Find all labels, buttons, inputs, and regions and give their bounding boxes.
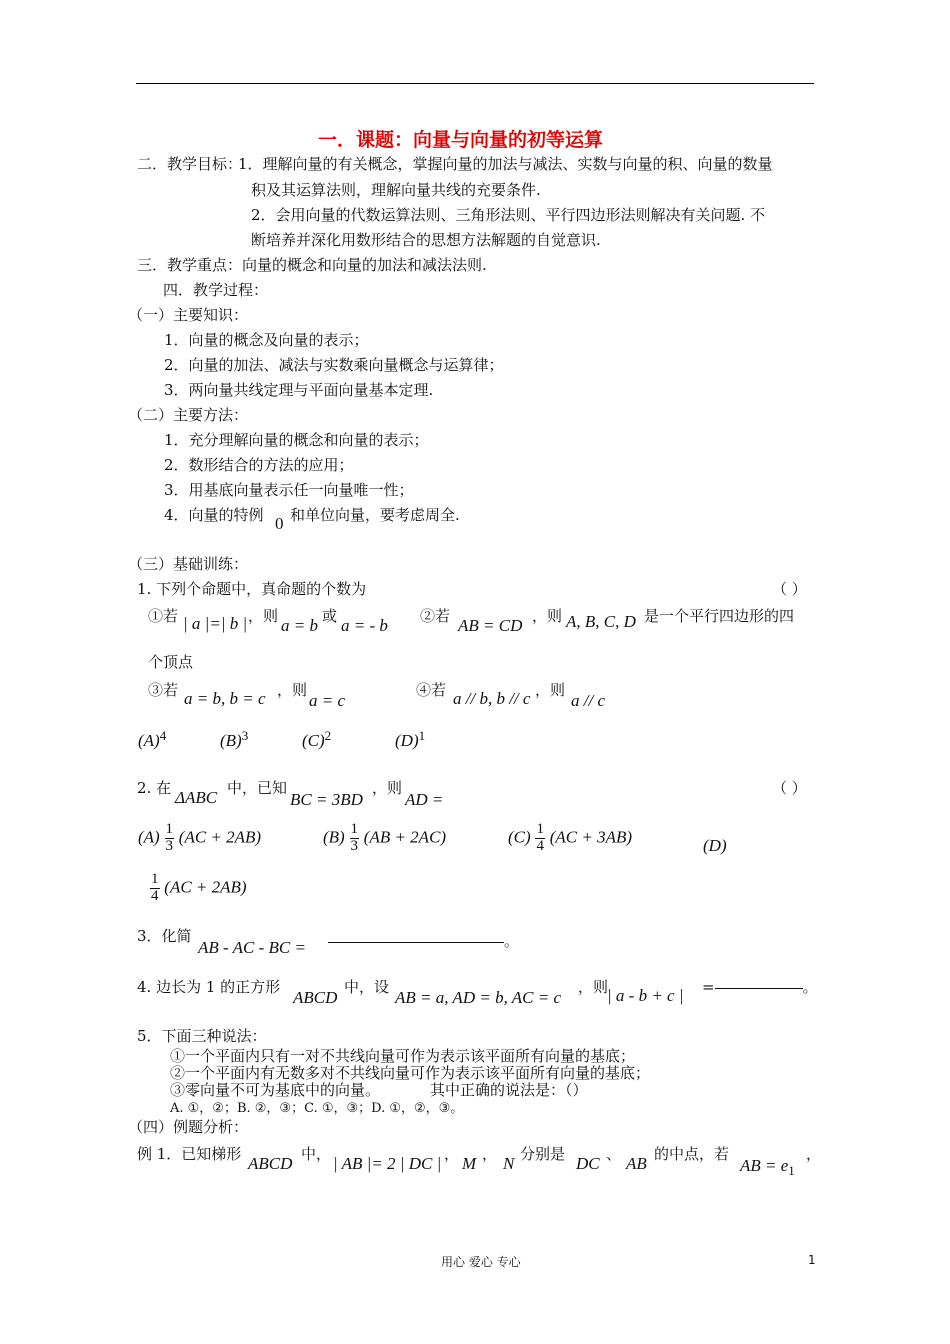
q4-then: ，则 [578, 978, 609, 996]
knowledge-item: 1．向量的概念及向量的表示； [164, 331, 369, 349]
key-points: 三．教学重点：向量的概念和向量的加法和减法法则. [137, 256, 487, 274]
q1-option-d[interactable]: $(D)^1$ [395, 728, 426, 750]
e1-end: ， [806, 1145, 822, 1163]
q5-stem: 5．下面三种说法： [137, 1027, 267, 1045]
goal-1-line-1: 1．理解向量的有关概念，掌握向量的加法与减法、实数与向量的积、向量的数量 [238, 155, 773, 173]
q2-option-c[interactable]: (C) $\frac{1}{4}$ (AC + 3AB) [508, 821, 633, 854]
e1-cond: | AB |= 2 | DC | [333, 1154, 442, 1173]
q1-s1-b: a = - b [341, 616, 388, 635]
q5-question: 其中正确的说法是：（） [430, 1081, 588, 1099]
e1-ab: AB [626, 1154, 647, 1173]
q1-s2-post: 是一个平行四边形的四 [644, 607, 795, 625]
q2-option-a[interactable]: (A) $\frac{1}{3}$ (AC + 2AB) [138, 821, 262, 854]
q1-s3-res: a = c [309, 691, 346, 710]
e1-comma-2: ， [482, 1145, 498, 1163]
q1-s1-a: a = b [281, 616, 318, 635]
q1-s2-pts: A, B, C, D [566, 612, 636, 631]
goals-label: 二．教学目标： [137, 155, 243, 173]
q4-pre: 4. 边长为 1 的正方形 [137, 978, 281, 996]
q1-s4-cond: a // b, b // c [453, 689, 531, 708]
q2-res: AD = [405, 790, 444, 809]
q5-statement-3: ③零向量不可为基底中的向量。 [170, 1081, 381, 1099]
q1-s3-pre: ③若 [148, 681, 179, 699]
q5-statement-2: ②一个平面内有无数多对不共线向量可作为表示该平面所有向量的基底； [170, 1064, 651, 1082]
q1-s3-cond: a = b, b = c [184, 689, 266, 708]
q3-pre: 3．化简 [137, 927, 192, 945]
method-item-4-pre: 4．向量的特例 [164, 506, 264, 524]
q1-s1-then: ，则 [248, 607, 279, 625]
goal-2-line-1: 2．会用向量的代数运算法则、三角形法则、平行四边形法则解决有关问题. 不 [251, 206, 766, 224]
training-heading: （三）基础训练： [128, 555, 249, 573]
q1-s4-then: ，则 [535, 681, 566, 699]
footer-text: 用心 爱心 专心 [441, 1255, 521, 1269]
method-item: 2．数形结合的方法的应用； [164, 456, 354, 474]
header-rule [136, 83, 814, 84]
e1-shape: ABCD [248, 1154, 293, 1173]
goal-1-line-2: 积及其运算法则，理解向量共线的充要条件. [251, 181, 541, 199]
e1-eq: AB = $e_1$ [740, 1156, 795, 1178]
q2-cond: BC = 3BD [290, 790, 363, 809]
goal-2-line-2: 断培养并深化用数形结合的思想方法解题的自觉意识. [251, 231, 601, 249]
e1-comma: ， [444, 1145, 460, 1163]
knowledge-heading: （一）主要知识： [128, 306, 249, 324]
knowledge-item: 3．两向量共线定理与平面向量基本定理. [164, 381, 434, 399]
methods-heading: （二）主要方法： [128, 406, 249, 424]
q4-mid: 中，设 [344, 978, 390, 996]
e1-pre: 例 1．已知梯形 [137, 1145, 242, 1163]
q2-pre: 2. 在 [137, 779, 172, 797]
q3-answer-blank[interactable]: 。 [328, 930, 519, 951]
q2-mid: 中，已知 [227, 779, 288, 797]
q4-answer-blank[interactable]: = 。 [702, 978, 818, 996]
q2-then: ，则 [372, 779, 403, 797]
page-title: 一．课题：向量与向量的初等运算 [318, 129, 604, 151]
method-item: 1．充分理解向量的概念和向量的表示； [164, 431, 429, 449]
q1-s2-cont: 个顶点 [148, 653, 194, 671]
knowledge-item: 2．向量的加法、减法与实数乘向量概念与运算律； [164, 356, 504, 374]
e1-n: N [503, 1154, 515, 1173]
q1-stem: 1. 下列个命题中，真命题的个数为 [137, 580, 367, 598]
e1-dc: DC [576, 1154, 600, 1173]
q2-option-b[interactable]: (B) $\frac{1}{3}$ (AB + 2AC) [323, 821, 447, 854]
q2-answer-paren: （ ） [772, 779, 807, 797]
page-number: 1 [808, 1253, 816, 1267]
e1-mid: 中， [301, 1145, 332, 1163]
method-item: 3．用基底向量表示任一向量唯一性； [164, 481, 414, 499]
q1-option-c[interactable]: $(C)^2$ [302, 728, 332, 750]
q1-s3-then: ，则 [277, 681, 308, 699]
q4-square: ABCD [293, 988, 338, 1007]
q2-option-d[interactable]: $\frac{1}{4}$ (AC + 2AB) [151, 871, 247, 904]
q1-s2-then: ，则 [532, 607, 563, 625]
q5-options: A. ①，②；B. ②，③；C. ①，③；D. ①，②，③。 [170, 1101, 464, 1116]
e1-m: M [462, 1154, 477, 1173]
q3-expr: AB - AC - BC = [198, 938, 306, 957]
q1-s2-cond: AB = CD [458, 616, 523, 635]
q4-expr: | a - b + c | [607, 986, 684, 1005]
q1-s4-pre: ④若 [416, 681, 447, 699]
q1-s2-pre: ②若 [420, 607, 451, 625]
e1-dun: 、 [606, 1145, 622, 1163]
q5-statement-1: ①一个平面内只有一对不共线向量可作为表示该平面所有向量的基底； [170, 1047, 636, 1065]
examples-heading: （四）例题分析： [128, 1118, 249, 1136]
q1-s4-res: a // c [571, 691, 605, 710]
q2-triangle: ΔABC [175, 788, 218, 807]
e1-are: 分别是 [520, 1145, 566, 1163]
q1-option-b[interactable]: $(B)^3$ [220, 728, 249, 750]
q1-s1-pre: ①若 [148, 607, 179, 625]
e1-midpoint: 的中点，若 [654, 1145, 730, 1163]
q1-answer-paren: （ ） [772, 580, 807, 598]
method-item-4-post: 和单位向量，要考虑周全. [290, 506, 460, 524]
q4-cond: AB = a, AD = b, AC = c [395, 988, 561, 1007]
q1-option-a[interactable]: $(A)^4$ [138, 728, 167, 750]
q1-s1-cond: | a |=| b | [183, 614, 248, 633]
q2-option-d-label[interactable]: (D) [703, 836, 727, 855]
zero-vector: 0 [275, 514, 284, 533]
process-heading: 四．教学过程： [163, 281, 269, 299]
q1-s1-or: 或 [322, 607, 338, 625]
